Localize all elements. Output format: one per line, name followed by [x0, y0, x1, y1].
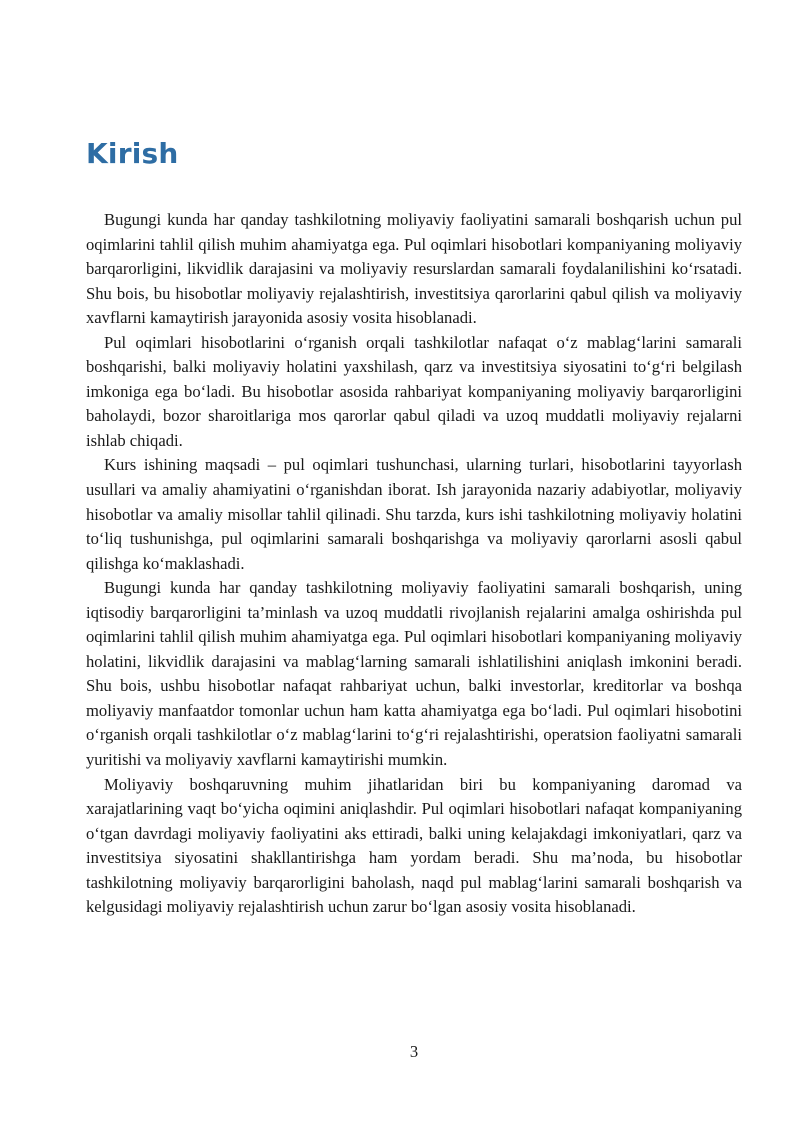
paragraph-4: Bugungi kunda har qanday tashkilotning moliyaviy faoliyatini samarali boshqarish, uning iqtisodiy barqarorligini ta’minlash va uzoq muddatli rivojlanish rejalarini amalga oshirishda pul oqimlarini tahlil qilish muhim ahamiyatga ega. Pul oqimlari hisobotlari kompaniyaning moliyaviy holatini, likvidlik darajasini va mablag‘larning samarali ishlatilishini aniqlash imkonini beradi. Shu bois, ushbu hisobotlar nafaqat rahbariyat uchun, balki investorlar, kreditorlar va boshqa moliyaviy manfaatdor tomonlar uchun ham katta ahamiyatga ega bo‘ladi. Pul oqimlari hisobotini o‘rganish orqali tashkilotlar o‘z mablag‘larini to‘g‘ri rejalashtirishi, operatsion faoliyatni samarali yuritishi va moliyaviy xavflarni kamaytirishi mumkin.	[86, 578, 742, 770]
paragraph-5: Moliyaviy boshqaruvning muhim jihatlaridan biri bu kompaniyaning daromad va xarajatlarining vaqt bo‘yicha oqimini aniqlashdir. Pul oqimlari hisobotlari nafaqat kompaniyaning o‘tgan davrdagi moliyaviy faoliyatini aks ettiradi, balki uning kelajakdagi imkoniyatlari, qarz va investitsiya siyosatini shakllantirishga ham yordam beradi. Shu ma’noda, bu hisobotlar tashkilotning moliyaviy barqarorligini baholash, naqd pul mablag‘larini samarali boshqarish va kelgusidagi moliyaviy rejalashtirish uchun zarur bo‘lgan asosiy vosita hisoblanadi.	[86, 774, 742, 917]
section-heading: Kirish	[86, 137, 179, 170]
page-number: 3	[409, 1042, 419, 1061]
body-text	[86, 208, 742, 920]
paragraph-3: Kurs ishining maqsadi – pul oqimlari tushunchasi, ularning turlari, hisobotlarini tayyorlash usullari va amaliy ahamiyatini o‘rganishdan iborat. Ish jarayonida nazariy adabiyotlar, moliyaviy hisobotlar va amaliy misollar tahlil qilinadi. Shu tarzda, kurs ishi tashkilotning moliyaviy holatini to‘liq tushunishga, pul oqimlarini samarali boshqarishga va moliyaviy qarorlarni asosli qabul qilishga ko‘maklashadi.	[86, 455, 742, 573]
paragraph-1: Bugungi kunda har qanday tashkilotning moliyaviy faoliyatini samarali boshqarish uchun pul oqimlarini tahlil qilish muhim ahamiyatga ega. Pul oqimlari hisobotlari kompaniyaning moliyaviy barqarorligini, likvidlik darajasini va moliyaviy resurslardan samarali foydalanilishini ko‘rsatadi. Shu bois, bu hisobotlar moliyaviy rejalashtirish, investitsiya qarorlarini qabul qilish va moliyaviy xavflarni kamaytirish jarayonida asosiy vosita hisoblanadi.	[86, 210, 742, 328]
paragraph-2: Pul oqimlari hisobotlarini o‘rganish orqali tashkilotlar nafaqat o‘z mablag‘larini samarali boshqarishi, balki moliyaviy holatini yaxshilash, qarz va investitsiya siyosatini to‘g‘ri belgilash imkoniga ega bo‘ladi. Bu hisobotlar asosida rahbariyat kompaniyaning moliyaviy barqarorligini baholaydi, bozor sharoitlariga mos qarorlar qabul qiladi va uzoq muddatli moliyaviy rejalarni ishlab chiqadi.	[86, 332, 742, 450]
